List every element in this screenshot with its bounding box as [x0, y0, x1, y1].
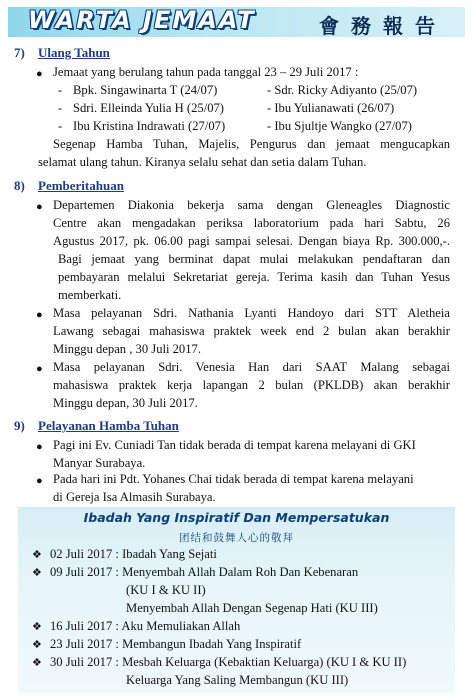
schedule-theme-cont: (KU I & KU II) [126, 583, 206, 597]
birthday-name-text: Sdr. Ricky Adiyanto (25/07) [274, 83, 418, 97]
birthday-name: - Ibu Sjultje Wangko (27/07) [267, 119, 412, 133]
notice-line: Bagi jemaat yang berminat dapat mulai melakukan pendaftaran dan [58, 252, 450, 266]
diamond-bullet-icon: ❖ [32, 549, 42, 561]
bullet-icon: ● [36, 441, 43, 453]
notice-line: pembayaran melalui Sekretariat gereja. Terima kasih dan Tuhan Yesus [58, 270, 450, 284]
birthday-name: - Ibu Yulianawati (26/07) [267, 101, 395, 115]
notice-line: Centre akan mengadakan periksa laboratorium pada hari Sabtu, 26 [53, 216, 450, 230]
section-title: Pemberitahuan [38, 178, 124, 193]
diamond-bullet-icon: ❖ [32, 567, 42, 579]
header-banner [8, 7, 465, 37]
list-dash: - [58, 101, 63, 115]
diamond-bullet-icon: ❖ [32, 657, 42, 669]
bullet-icon: ● [36, 309, 43, 321]
birthday-closing-line: selamat ulang tahun. Kiranya selalu sehat dan setia dalam Tuhan. [38, 155, 367, 169]
schedule-theme: Ibadah Yang Sejati [122, 547, 217, 561]
schedule-theme: Mesbah Keluarga (Kebaktian Keluarga) (KU I & KU II) [122, 655, 407, 669]
notice-line: Masa pelayanan Sdri. Nathania Lyanti Handoyo dari STT Aletheia [53, 306, 450, 320]
schedule-date: 02 Juli 2017 [50, 547, 113, 561]
diamond-bullet-icon: ❖ [32, 621, 42, 633]
notice-line: mahasiswa praktek kerja lapangan 2 bulan (PKLDB) akan berakhir [53, 378, 450, 392]
bullet-icon: ● [36, 475, 43, 487]
list-dash: - [58, 119, 63, 133]
schedule-item: 09 Juli 2017 : Menyembah Allah Dalam Roh Dan Kebenaran [50, 565, 359, 579]
schedule-item: 02 Juli 2017 : Ibadah Yang Sejati [50, 547, 217, 561]
section-title: Pelayanan Hamba Tuhan [38, 418, 179, 433]
birthday-name-text: Ibu Sjultje Wangko (27/07) [274, 119, 412, 133]
diamond-bullet-icon: ❖ [32, 639, 42, 651]
list-dash: - [58, 83, 63, 97]
section-heading-pelayanan [14, 417, 179, 435]
notice-line: Masa pelayanan Sdri. Venesia Han dari SAAT Malang sebagai [53, 360, 450, 374]
worship-theme-box [18, 507, 455, 693]
notice-line: Minggu depan , 30 Juli 2017. [53, 342, 201, 356]
birthday-name: - Sdr. Ricky Adiyanto (25/07) [267, 83, 418, 97]
box-chinese-subtitle: 团结和鼓舞人心的敬拜 [179, 532, 294, 544]
schedule-item: 30 Juli 2017 : Mesbah Keluarga (Kebaktian Keluarga) (KU I & KU II) [50, 655, 407, 669]
schedule-date: 30 Juli 2017 [50, 655, 113, 669]
schedule-theme: Membangun Ibadah Yang Inspiratif [122, 637, 302, 651]
schedule-theme-cont: Keluarga Yang Saling Membangun (KU III) [126, 673, 349, 687]
schedule-item: 23 Juli 2017 : Membangun Ibadah Yang Inspiratif [50, 637, 302, 651]
section-heading-pemberitahuan [14, 177, 124, 195]
section-number: 9) [14, 418, 25, 433]
section-number: 7) [14, 45, 25, 60]
birthday-closing-line: Segenap Hamba Tuhan, Majelis, Pengurus dan jemaat mengucapkan [53, 137, 450, 151]
section-number: 8) [14, 178, 25, 193]
birthday-name: Sdri. Elleinda Yulia H (25/07) [73, 101, 224, 115]
section-title: Ulang Tahun [38, 45, 110, 60]
service-line: Pada hari ini Pdt. Yohanes Chai tidak berada di tempat karena melayani [53, 472, 414, 486]
notice-line: Departemen Diakonia bekerja sama dengan Gleneagles Diagnostic [53, 198, 450, 212]
notice-line: Agustus 2017, pk. 06.00 pagi sampai selesai. Dengan biaya Rp. 300.000,-. [53, 234, 450, 248]
service-line: Manyar Surabaya. [53, 456, 146, 470]
schedule-date: 09 Juli 2017 [50, 565, 113, 579]
service-line: di Gereja Isa Almasih Surabaya. [53, 490, 216, 504]
box-title: Ibadah Yang Inspiratif Dan Mempersatukan [83, 510, 390, 525]
birthday-name-text: Ibu Yulianawati (26/07) [274, 101, 395, 115]
bullet-icon: ● [36, 363, 43, 375]
header-chinese-title: 會務報告 [319, 14, 447, 38]
schedule-date: 16 Juli 2017 [50, 619, 113, 633]
bullet-icon: ● [36, 201, 43, 213]
birthday-name: Bpk. Singawinarta T (24/07) [73, 83, 218, 97]
birthday-intro: Jemaat yang berulang tahun pada tanggal 23 – 29 Juli 2017 : [53, 65, 359, 79]
schedule-theme-cont: Menyembah Allah Dengan Segenap Hati (KU III) [126, 601, 378, 615]
schedule-date: 23 Juli 2017 [50, 637, 113, 651]
header-title: WARTA JEMAAT [28, 6, 256, 34]
service-line: Pagi ini Ev. Cuniadi Tan tidak berada di tempat karena melayani di GKI [53, 438, 416, 452]
schedule-item: 16 Juli 2017 : Aku Memuliakan Allah [50, 619, 241, 633]
notice-line: Lawang sebagai mahasiswa praktek week end 2 bulan akan berakhir [53, 324, 450, 338]
birthday-name: Ibu Kristina Indrawati (27/07) [73, 119, 226, 133]
notice-line: Minggu depan, 30 Juli 2017. [53, 396, 198, 410]
section-heading-ulang-tahun [14, 44, 110, 62]
schedule-theme: Aku Memuliakan Allah [121, 619, 241, 633]
bullet-icon: ● [36, 68, 43, 80]
schedule-theme: Menyembah Allah Dalam Roh Dan Kebenaran [122, 565, 359, 579]
notice-line: memberkati. [58, 288, 122, 302]
